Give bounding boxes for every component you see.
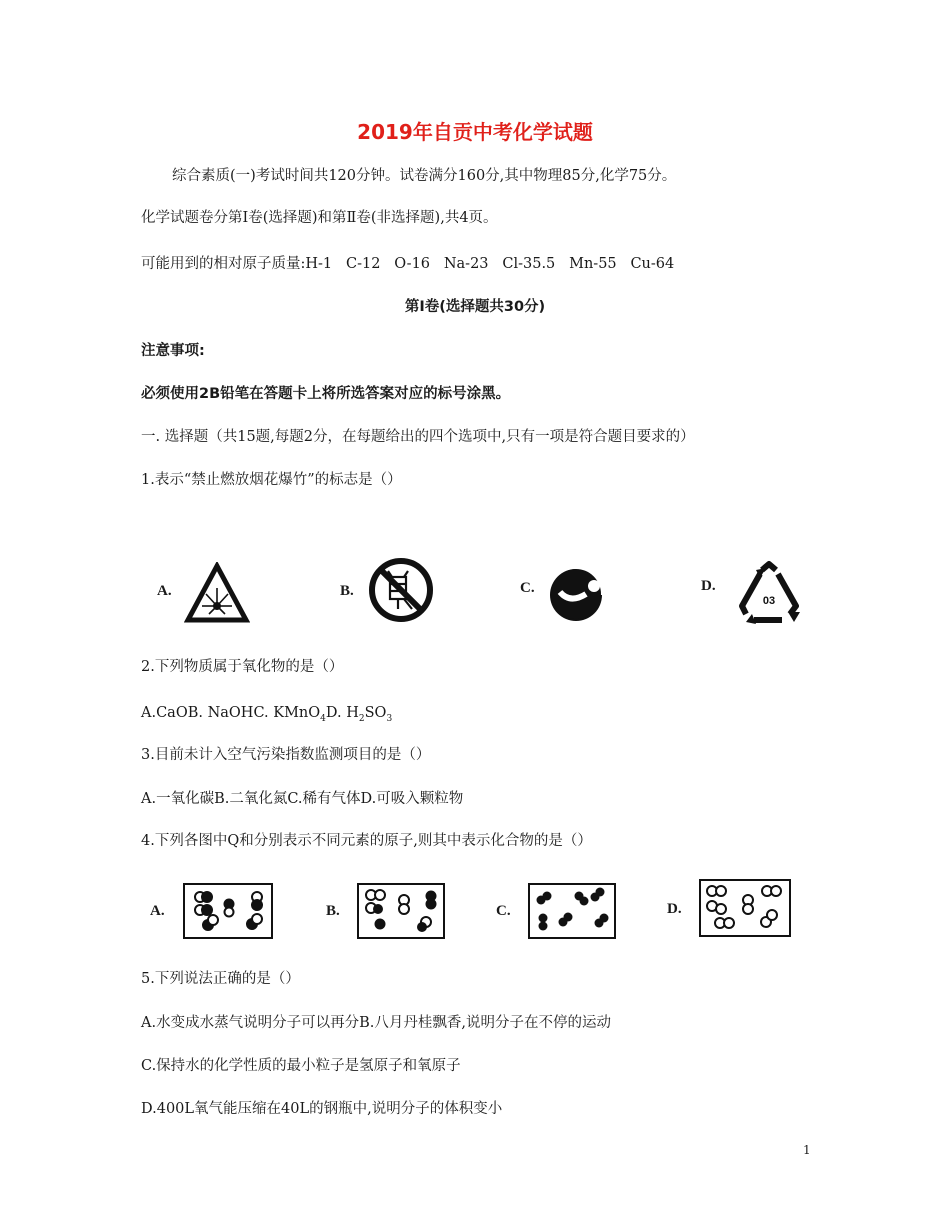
molecule-box-d	[698, 878, 792, 938]
section-heading: 第Ⅰ卷(选择题共30分)	[404, 299, 546, 315]
q2-sub-2: 2	[358, 713, 365, 724]
q2-sub-1: 4	[320, 713, 326, 724]
document-title: 2019年自贡中考化学试题	[357, 120, 593, 144]
question-1-stem: 1.表示“禁止燃放烟花爆竹”的标志是（）	[141, 472, 402, 488]
molecule-box-a	[182, 882, 274, 940]
question-2-options	[141, 703, 392, 729]
molecule-box-b	[356, 882, 446, 940]
q4-option-d-label: D.	[667, 901, 682, 917]
q1-option-d-label: D.	[701, 578, 716, 594]
q4-option-a-label: A.	[150, 903, 165, 919]
q4-option-b-label: B.	[326, 903, 340, 919]
q4-option-c-label: C.	[496, 903, 511, 919]
recycle-icon	[734, 560, 804, 626]
question-3-options: A.一氧化碳B.二氧化氮C.稀有气体D.可吸入颗粒物	[141, 791, 464, 807]
page-number: 1	[803, 1143, 811, 1157]
q2-options-part2: D. H	[325, 705, 359, 721]
question-3-stem: 3.目前未计入空气污染指数监测项目的是（）	[141, 747, 431, 763]
intro-paragraph-3: 可能用到的相对原子质量:H-1 C-12 O-16 Na-23 Cl-35.5 Mn-55 Cu-64	[141, 256, 675, 272]
q1-option-a-label: A.	[157, 583, 172, 599]
question-2-stem: 2.下列物质属于氧化物的是（）	[141, 659, 344, 675]
notice-heading: 注意事项:	[141, 343, 205, 359]
part-intro: 一. 选择题（共15题,每题2分，在每题给出的四个选项中,只有一项是符合题目要求的）	[141, 429, 695, 445]
intro-paragraph-2: 化学试题卷分第Ⅰ卷(选择题)和第Ⅱ卷(非选择题),共4页。	[141, 210, 498, 226]
explosive-warning-icon	[184, 562, 250, 624]
question-5-options-ab: A.水变成水蒸气说明分子可以再分B.八月丹桂飘香,说明分子在不停的运动	[141, 1015, 611, 1031]
question-5-stem: 5.下列说法正确的是（）	[141, 971, 300, 987]
q1-option-b-label: B.	[340, 583, 354, 599]
q2-options-part1: A.CaOB. NaOHC. KMnO	[141, 705, 321, 721]
water-saving-icon	[546, 566, 606, 622]
no-fireworks-icon	[368, 557, 434, 623]
notice-text: 必须使用2B铅笔在答题卡上将所选答案对应的标号涂黑。	[141, 386, 511, 402]
recycle-code-text: 03	[762, 595, 776, 607]
intro-paragraph-1: 综合素质(一)考试时间共120分钟。试卷满分160分,其中物理85分,化学75分。	[172, 168, 677, 184]
molecule-box-c	[527, 882, 617, 940]
question-5-option-c: C.保持水的化学性质的最小粒子是氢原子和氧原子	[141, 1058, 461, 1074]
q1-option-c-label: C.	[520, 580, 535, 596]
q2-sub-3: 3	[386, 713, 393, 724]
q2-options-part3: SO	[364, 705, 387, 721]
question-5-option-d: D.400L氧气能压缩在40L的钢瓶中,说明分子的体积变小	[141, 1101, 503, 1117]
question-4-stem: 4.下列各图中Q和分别表示不同元素的原子,则其中表示化合物的是（）	[141, 833, 592, 849]
